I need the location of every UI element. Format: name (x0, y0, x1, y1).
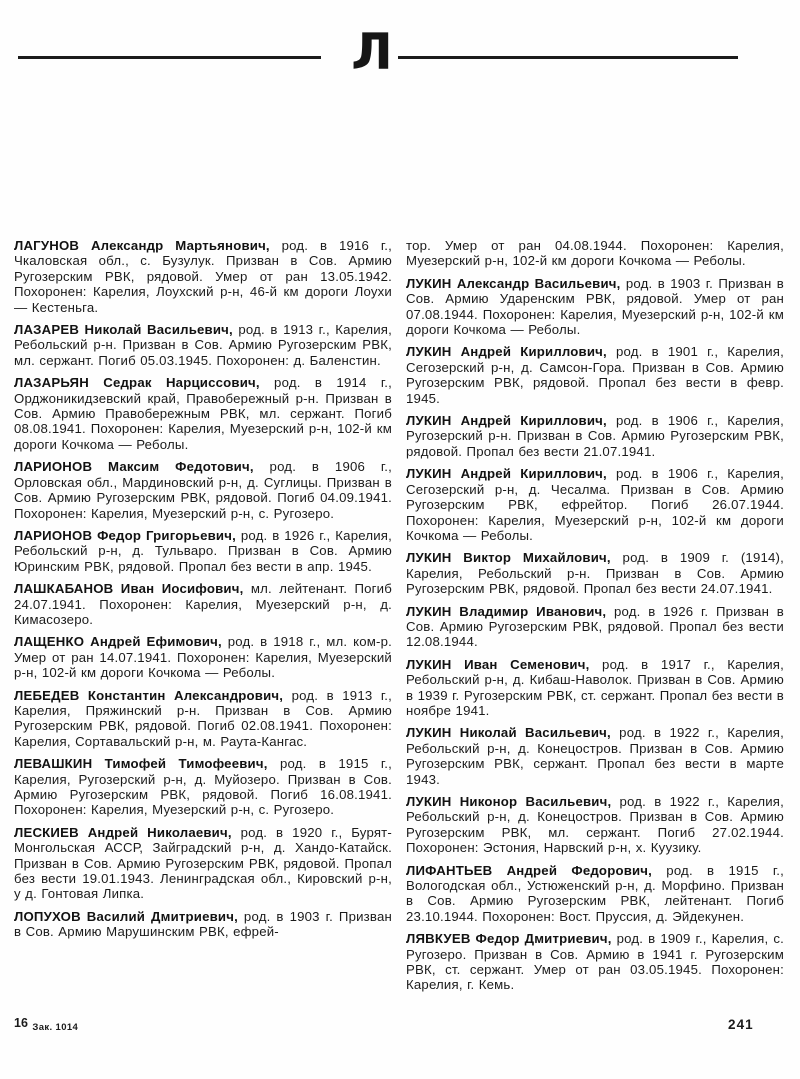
header-rule-right (398, 56, 738, 59)
entry-person-name: ЛАЗАРЬЯН Седрак Нарциссович, (14, 375, 275, 391)
entry-details: род. в 1922 г., Карелия, Ребольский р-н, д. Конецостров. Призван в Сов. Армию Ругозерским РВК, мл. сержант. Погиб 27.02.1944. Похоронен: Эстония, Нарвский р-н, х. Куузику. (406, 794, 784, 856)
entry-person-name: ЛУКИН Виктор Михайлович, (406, 550, 623, 566)
entry-person-name: ЛУКИН Андрей Кириллович, (406, 413, 616, 429)
memorial-entry (14, 634, 392, 680)
entry-details: род. в 1909 г., Карелия, с. Ругозеро. Призван в Сов. Армию в 1941 г. Ругозерским РВК, ст. сержант. Умер от ран 03.05.1945. Похоронен: Карелия, г. Кемь. (406, 931, 784, 993)
memorial-entry (406, 466, 784, 543)
entry-details: род. в 1920 г., Бурят-Монгольская АССР, Зайградский р-н, д. Хандо-Катайск. Призван в Сов. Армию Ругозерским РВК, рядовой. Пропал без вести 19.01.1943. Ленинградская обл., Кировский р-н, у д. Гонтовая Липка. (14, 824, 392, 902)
memorial-entry (406, 863, 784, 925)
entry-details: род. в 1906 г., Орловская обл., Мардиновский р-н, д. Суглицы. Призван в Сов. Армию Ругозерским РВК, рядовой. Погиб 04.09.1941. Похоронен: Карелия, Муезерский р-н, с. Ругозеро. (14, 459, 393, 521)
printer-mark (14, 1014, 78, 1032)
entry-details: род. в 1915 г., Вологодская обл., Устюженский р-н, д. Морфино. Призван в Сов. Армию Ругозерским РВК, лейтенант. Погиб 23.10.1944. Похоронен: Вост. Пруссия, д. Эйдекунен. (406, 862, 785, 924)
entry-person-name: ЛАГУНОВ Александр Мартьянович, (14, 238, 282, 253)
entry-details: род. в 1926 г., Карелия, Ребольский р-н, д. Тульваро. Призван в Сов. Армию Юринским РВК, рядовой. Пропал без вести в апр. 1945. (14, 527, 392, 574)
memorial-entry (14, 459, 392, 521)
entry-details: род. в 1913 г., Карелия, Ребольский р-н. Призван в Сов. Армию Ругозерским РВК, мл. сержант. Погиб 05.03.1945. Похоронен: д. Баленстин. (14, 322, 392, 368)
entry-person-name: ЛЕВАШКИН Тимофей Тимофеевич, (14, 756, 280, 772)
memorial-entry (406, 276, 784, 338)
entry-person-name: ЛУКИН Андрей Кириллович, (406, 344, 616, 360)
header-rule-left (18, 56, 321, 59)
entry-details: род. в 1909 г. (1914), Карелия, Ребольский р-н. Призван в Сов. Армию Ругозерским РВК, рядовой. Пропал без вести 24.07.1941. (406, 550, 784, 597)
entry-details: род. в 1903 г. Призван в Сов. Армию Марушинским РВК, ефрей- (14, 908, 392, 940)
entry-details: род. в 1913 г., Карелия, Пряжинский р-н. Призван в Сов. Армию Ругозерским РВК, рядовой. Погиб 02.08.1941. Похоронен: Карелия, Сортавальский р-н, м. Раута-Кангас. (14, 687, 392, 749)
memorial-entry (14, 909, 392, 940)
memorial-entry (406, 550, 784, 596)
entry-person-name: ЛУКИН Николай Васильевич, (406, 725, 620, 741)
entry-details: тор. Умер от ран 04.08.1944. Похоронен: Карелия, Муезерский р-н, 102-й км дороги Кочкома — Реболы. (406, 238, 784, 269)
memorial-entry (406, 725, 784, 787)
entry-person-name: ЛАЩЕНКО Андрей Ефимович, (14, 634, 228, 650)
memorial-entry (14, 528, 392, 574)
entry-details: род. в 1918 г., мл. ком-р. Умер от ран 14.07.1941. Похоронен: Карелия, Муезерский р-н, 102-й км дороги Кочкома — Реболы. (14, 634, 392, 681)
memorial-entry (406, 657, 784, 719)
entry-person-name: ЛУКИН Иван Семенович, (406, 656, 603, 672)
memorial-entry (14, 238, 392, 315)
memorial-entry (14, 375, 392, 452)
memorial-entry (406, 794, 784, 856)
page-number: 241 (728, 1017, 754, 1032)
column-right (406, 238, 784, 1000)
memorial-entry (14, 825, 392, 902)
memorial-entry (406, 238, 784, 269)
printer-sheet-number: 16 (14, 1016, 28, 1030)
entry-person-name: ЛИФАНТЬЕВ Андрей Федорович, (406, 862, 667, 878)
column-left (14, 238, 392, 1000)
entry-person-name: ЛЯВКУЕВ Федор Дмитриевич, (406, 931, 617, 947)
memorial-entry (14, 581, 392, 627)
entry-person-name: ЛАШКАБАНОВ Иван Иосифович, (14, 581, 251, 597)
entry-details: мл. лейтенант. Погиб 24.07.1941. Похоронен: Карелия, Муезерский р-н, д. Кимасозеро. (14, 581, 392, 627)
entry-person-name: ЛЕСКИЕВ Андрей Николаевич, (14, 824, 241, 840)
entry-details: род. в 1903 г. Призван в Сов. Армию Ударенским РВК, рядовой. Умер от ран 07.08.1944. Похоронен: Карелия, Муезерский р-н, 102-й км дороги Кочкома — Реболы. (406, 275, 784, 338)
memorial-entry (406, 604, 784, 650)
memorial-entry (14, 322, 392, 368)
entry-person-name: ЛАРИОНОВ Максим Федотович, (14, 459, 270, 475)
entry-person-name: ЛУКИН Андрей Кириллович, (406, 466, 616, 482)
memorial-entry (406, 931, 784, 993)
entry-person-name: ЛАРИОНОВ Федор Григорьевич, (14, 527, 241, 543)
entry-details: род. в 1914 г., Орджоникидзевский край, Правобережный р-н. Призван в Сов. Армию Правобережным РВК, мл. сержант. Погиб 08.08.1941. Похоронен: Карелия, Муезерский р-н, 102-й км дороги Кочкома — Реболы. (14, 375, 392, 452)
memorial-entry (406, 413, 784, 459)
entry-person-name: ЛЕБЕДЕВ Константин Александрович, (14, 687, 292, 703)
entry-person-name: ЛАЗАРЕВ Николай Васильевич, (14, 322, 239, 338)
entry-details: род. в 1906 г., Карелия, Сегозерский р-н, д. Чесалма. Призван в Сов. Армию Ругозерским РВК, ефрейтор. Погиб 26.07.1944. Похоронен: Карелия, Муезерский р-н, 102-й км дороги Кочкома — Реболы. (406, 466, 784, 543)
printer-order-note: Зак. 1014 (32, 1022, 79, 1033)
entry-person-name: ЛОПУХОВ Василий Дмитриевич, (14, 908, 244, 924)
entry-details: род. в 1901 г., Карелия, Сегозерский р-н, д. Самсон-Гора. Призван в Сов. Армию Ругозерским РВК, рядовой. Пропал без вести в февр. 1945. (406, 344, 784, 406)
section-letter: Л (351, 23, 393, 81)
entry-details: род. в 1922 г., Карелия, Ребольский р-н, д. Конецостров. Призван в Сов. Армию Ругозерским РВК, сержант. Пропал без вести в марте 1943. (406, 725, 784, 787)
entry-details: род. в 1916 г., Чкаловская обл., с. Бузулук. Призван в Сов. Армию Ругозерским РВК, рядовой. Умер от ран 13.05.1942. Похоронен: Карелия, Лоухский р-н, 46-й км дороги Лоухи — Кестеньга. (14, 238, 392, 315)
memorial-entry (14, 688, 392, 750)
memorial-entry (406, 344, 784, 406)
entry-details: род. в 1917 г., Карелия, Ребольский р-н, д. Кибаш-Наволок. Призван в Сов. Армию в 1939 г. Ругозерским РВК, ст. сержант. Пропал без вести в ноябре 1941. (406, 656, 784, 718)
text-columns (14, 238, 784, 1000)
entry-details: род. в 1906 г., Карелия, Ругозерский р-н. Призван в Сов. Армию Ругозерским РВК, рядовой. Пропал без вести 21.07.1941. (406, 413, 784, 459)
memorial-entry (14, 756, 392, 818)
entry-person-name: ЛУКИН Александр Васильевич, (406, 275, 626, 291)
entry-details: род. в 1915 г., Карелия, Ругозерский р-н, д. Муйозеро. Призван в Сов. Армию Ругозерским РВК, рядовой. Погиб 16.08.1941. Похоронен: Карелия, Муезерский р-н, с. Ругозеро. (14, 756, 392, 818)
entry-person-name: ЛУКИН Никонор Васильевич, (406, 794, 620, 809)
entry-details: род. в 1926 г. Призван в Сов. Армию Ругозерским РВК, рядовой. Пропал без вести 12.08.1944. (406, 603, 784, 650)
entry-person-name: ЛУКИН Владимир Иванович, (406, 603, 614, 619)
